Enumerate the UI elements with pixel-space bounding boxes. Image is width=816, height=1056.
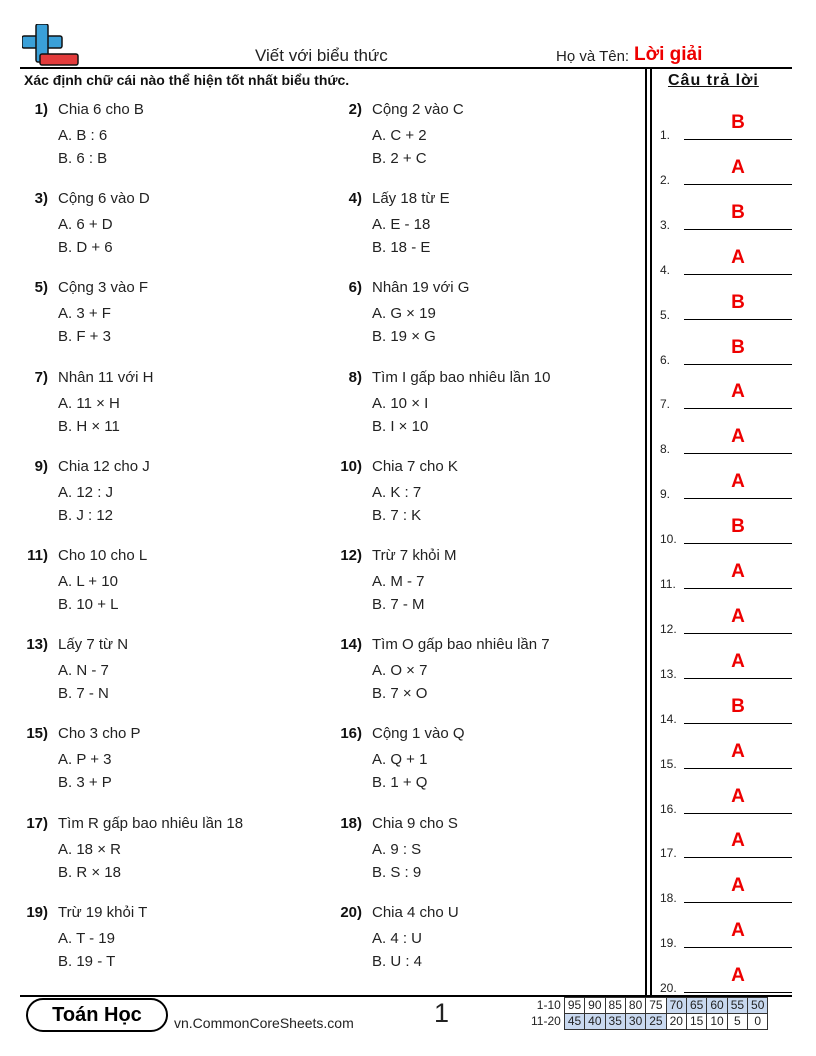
option-b: B. J : 12 [58,506,114,524]
score-cell: 85 [605,998,625,1014]
score-cell: 45 [564,1014,584,1030]
question-text: Cộng 2 vào C [372,101,464,118]
option-a: A. M - 7 [372,573,425,590]
answer-number: 20. [660,981,677,996]
option-b: B. 19 - T [58,952,116,970]
answer-underline [684,947,792,948]
answer-number: 18. [660,891,677,906]
answer-number: 3. [660,217,671,232]
answer-line [660,112,792,142]
answer-number: 15. [660,756,677,771]
option-a: A. E - 18 [372,216,431,234]
answer-number: 2. [660,172,671,187]
answer-value: B [731,336,745,358]
question-number: 2) [348,101,362,118]
answer-underline [684,229,792,230]
option-a: A. K : 7 [372,483,422,501]
question-text: Cộng 3 vào F [58,279,149,297]
answer-number: 5. [660,307,671,322]
answer-value: A [731,965,745,987]
answer-underline [684,184,792,185]
page-number: 1 [434,998,450,1028]
score-cell: 95 [564,998,584,1014]
score-cell: 75 [646,998,666,1014]
brand-badge: Toán Học [26,998,168,1032]
answer-value: A [731,920,745,942]
question-number: 1) [34,101,48,118]
answer-number: 10. [660,532,677,547]
question-text: Tìm O gấp bao nhiêu lần 7 [372,636,550,654]
instructions: Xác định chữ cái nào thể hiện tốt nhất biểu thức. [24,72,350,88]
answer-number: 7. [660,397,671,412]
answers-title: Câu trả lời [668,72,759,89]
question-text: Chia 9 cho S [372,814,458,832]
answer-line [660,471,792,501]
site-url: vn.CommonCoreSheets.com [174,1015,354,1031]
answer-underline [684,319,792,320]
option-a: A. 11 × H [58,394,120,412]
question-number: 17) [26,814,48,832]
answer-line [660,920,792,950]
answer-line [660,247,792,277]
answer-underline [684,364,792,365]
answer-number: 11. [660,577,676,591]
answer-number: 4. [660,262,671,277]
answer-number: 17. [660,846,677,861]
answer-underline [684,768,792,769]
answer-underline [684,813,792,814]
answer-value: A [731,471,745,493]
answer-line [660,606,792,636]
option-a: A. Q + 1 [372,751,428,769]
answer-value: B [731,516,745,538]
score-cell: 25 [646,1014,666,1030]
option-b: B. 7 - M [372,596,425,613]
score-cell: 50 [748,998,768,1014]
question-text: Chia 12 cho J [58,457,150,475]
question-number: 16) [340,725,362,743]
question-text: Tìm R gấp bao nhiêu lần 18 [58,814,244,832]
answer-underline [684,857,792,858]
answer-underline [684,902,792,903]
answer-number: 1. [660,128,671,142]
score-cell: 35 [605,1014,625,1030]
option-a: A. N - 7 [58,662,109,680]
answer-value: B [731,291,745,313]
question-text: Chia 4 cho U [372,903,459,921]
answer-underline [684,678,792,679]
answer-value: A [731,381,745,403]
score-cell: 65 [686,998,706,1014]
option-a: A. 3 + F [58,305,111,323]
option-b: B. 18 - E [372,239,431,257]
question-number: 12) [340,547,362,564]
question-text: Cộng 6 vào D [58,190,150,208]
question-number: 6) [348,279,362,297]
score-cell: 10 [707,1014,727,1030]
question-text: Trừ 7 khỏi M [372,547,457,564]
score-cell: 80 [625,998,645,1014]
question-number: 10) [340,457,362,475]
answer-underline [684,588,792,589]
answer-underline [684,408,792,409]
score-cell: 90 [585,998,605,1014]
option-a: A. 12 : J [58,483,114,501]
answer-underline [684,274,792,275]
name-value: Lời giải [634,44,703,65]
answer-line [660,696,792,726]
option-b: B. S : 9 [372,863,422,881]
answer-line [660,202,792,232]
answer-line [660,337,792,367]
question-number: 9) [34,457,48,475]
question-text: Nhân 11 với H [58,368,154,386]
option-a: A. G × 19 [372,305,436,323]
answer-value: A [731,875,745,897]
score-table [528,997,768,1030]
answer-line [660,292,792,322]
answer-number: 14. [660,711,677,726]
option-b: B. F + 3 [58,328,111,346]
option-b: B. 3 + P [58,774,112,792]
question-number: 3) [34,190,48,208]
answer-value: A [731,246,745,268]
answer-line [660,651,792,681]
score-row [528,998,768,1014]
answer-underline [684,723,792,724]
score-cell: 5 [727,1014,747,1030]
answer-number: 8. [660,442,671,457]
answer-number: 6. [660,352,671,367]
answer-underline [684,633,792,634]
answer-underline [684,992,792,993]
score-range-label: 1-10 [536,998,561,1012]
answer-number: 9. [660,487,671,502]
answer-line [660,965,792,995]
question-number: 5) [34,279,48,297]
option-a: A. 18 × R [58,840,121,858]
column-divider [645,67,647,995]
answer-line [660,830,792,860]
question-number: 19) [26,903,48,921]
answer-value: A [731,785,745,807]
answer-value: B [731,201,745,223]
question-text: Cho 3 cho P [58,725,141,743]
answer-value: A [731,650,745,672]
answer-line [660,741,792,771]
option-b: B. 7 - N [58,685,109,703]
score-range-label: 11-20 [531,1014,561,1028]
question-number: 20) [340,903,362,921]
question-number: 8) [348,368,362,386]
option-b: B. H × 11 [58,417,120,435]
option-b: B. 1 + Q [372,774,428,792]
answer-number: 13. [660,666,677,681]
option-b: B. 7 : K [372,506,422,524]
question-text: Trừ 19 khỏi T [58,903,148,921]
option-a: A. 6 + D [58,216,113,234]
score-cell: 30 [625,1014,645,1030]
answer-value: A [731,830,745,852]
answer-value: B [731,112,745,133]
option-b: B. I × 10 [372,417,429,435]
option-b: B. R × 18 [58,863,121,881]
question-text: Nhân 19 với G [372,279,470,297]
question-number: 14) [340,636,362,654]
answer-value: A [731,740,745,762]
question-text: Lấy 7 từ N [58,636,129,654]
score-cell: 20 [666,1014,686,1030]
answer-value: A [731,426,745,448]
option-a: A. O × 7 [372,662,428,680]
question-number: 15) [26,725,48,743]
option-b: B. U : 4 [372,952,423,970]
option-a: A. 10 × I [372,394,429,412]
answer-line [660,426,792,456]
answer-line [660,786,792,816]
option-b: B. 19 × G [372,328,436,346]
answer-number: 19. [660,936,677,951]
answer-underline [684,498,792,499]
page-title: Viết với biểu thức [255,46,388,65]
answer-value: A [731,156,745,178]
answer-value: A [731,561,745,582]
option-a: A. B : 6 [58,127,108,144]
answer-line [660,875,792,905]
score-cell: 15 [686,1014,706,1030]
question-text: Chia 6 cho B [58,101,144,118]
column-divider [650,67,652,995]
question-number: 13) [26,636,48,654]
answer-underline [684,453,792,454]
question-text: Tìm I gấp bao nhiêu lần 10 [372,368,551,386]
question-text: Cho 10 cho L [58,547,148,564]
option-b: B. D + 6 [58,239,113,257]
question-number: 11) [27,547,48,564]
option-b: B. 7 × O [372,685,428,703]
question-number: 4) [348,190,362,208]
answer-number: 16. [660,801,677,816]
question-text: Lấy 18 từ E [372,190,450,208]
option-a: A. L + 10 [58,573,118,590]
header-divider [20,67,792,69]
option-a: A. P + 3 [58,751,112,769]
option-a: A. 4 : U [372,929,423,947]
question-number: 18) [340,814,362,832]
question-text: Cộng 1 vào Q [372,725,465,743]
question-number: 7) [34,368,48,386]
score-cell: 60 [707,998,727,1014]
score-cell: 55 [727,998,747,1014]
score-row [528,1014,768,1030]
answer-line [660,157,792,187]
score-cell: 70 [666,998,686,1014]
score-cell: 40 [585,1014,605,1030]
option-a: A. C + 2 [372,127,427,144]
answer-line [660,516,792,546]
question-text: Chia 7 cho K [372,457,458,475]
answer-underline [684,139,792,140]
option-b: B. 10 + L [58,596,119,613]
option-b: B. 6 : B [58,150,108,167]
answer-line [660,561,792,591]
answer-line [660,381,792,411]
option-b: B. 2 + C [372,150,427,167]
option-a: A. 9 : S [372,840,422,858]
answer-underline [684,543,792,544]
option-a: A. T - 19 [58,929,115,947]
answer-value: A [731,605,745,627]
answer-number: 12. [660,621,677,636]
plus-minus-icon [22,24,80,70]
score-cell: 0 [748,1014,768,1030]
answer-value: B [731,695,745,717]
name-label: Họ và Tên: [556,48,630,65]
